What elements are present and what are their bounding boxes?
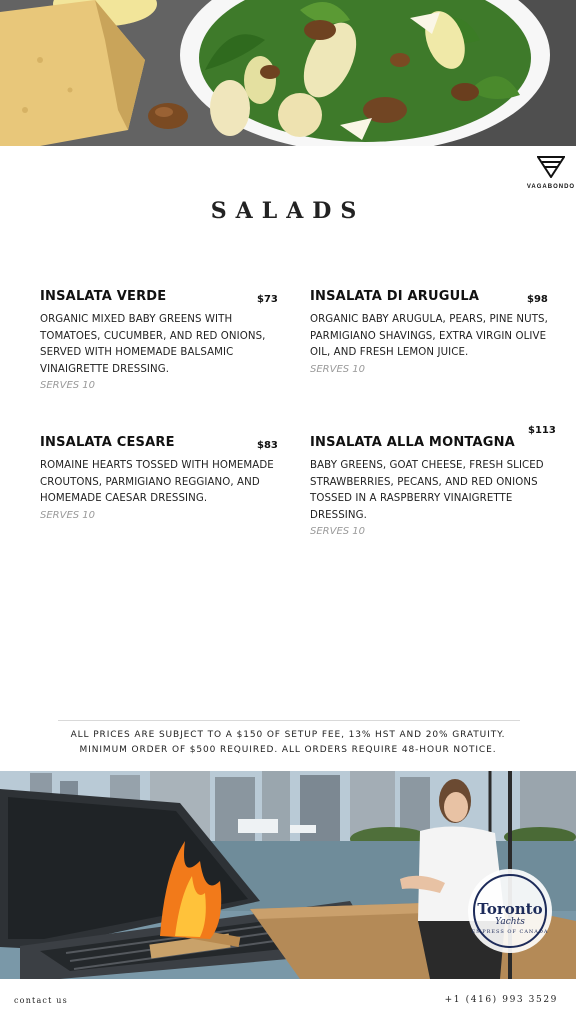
menu-item-description: BABY GREENS, GOAT CHEESE, FRESH SLICED STRAWBERRIES, PECANS, AND RED ONIONS TOSSED IN A RASPBERRY VINAIGRETTE DRESSING.	[310, 460, 544, 521]
brand-name: VAGABONDO	[526, 184, 576, 190]
menu-item-insalata-verde	[40, 289, 280, 394]
badge-name: Toronto	[477, 900, 543, 918]
badge-subtitle: Yachts	[495, 917, 525, 927]
menu-item-price: $113	[528, 425, 556, 436]
menu-item-insalata-alla-montagna	[310, 435, 550, 540]
contact-us-link[interactable]: contact us	[14, 996, 68, 1005]
phone-number-link[interactable]: +1 (416) 993 3529	[444, 995, 558, 1005]
menu-item-price: $73	[257, 294, 278, 305]
menu-item-name: INSALATA DI ARUGULA	[310, 289, 480, 304]
menu-item-insalata-cesare	[40, 435, 280, 524]
notes-divider	[58, 720, 520, 721]
menu-item-price: $98	[527, 294, 548, 305]
menu-item-insalata-di-arugula	[310, 289, 550, 378]
bbq-yacht-photo	[0, 771, 576, 979]
menu-item-serves: SERVES 10	[40, 509, 96, 521]
pricing-note: ALL PRICES ARE SUBJECT TO A $150 OF SETUP FEE, 13% HST AND 20% GRATUITY.	[70, 730, 506, 740]
menu-item-serves: SERVES 10	[310, 526, 366, 537]
menu-item-serves: SERVES 10	[310, 363, 366, 375]
menu-item-name: INSALATA VERDE	[40, 289, 167, 304]
salad-illustration	[0, 0, 576, 146]
menu-item-description: ORGANIC MIXED BABY GREENS WITH TOMATOES, CUCUMBER, AND RED ONIONS, SERVED WITH HOMEMADE BALSAMIC VINAIGRETTE DRESSING.	[40, 314, 266, 375]
menu-item-name: INSALATA CESARE	[40, 435, 175, 450]
toronto-yachts-badge	[468, 901, 552, 935]
menu-item-serves: SERVES 10	[40, 380, 96, 391]
bbq-scene-illustration	[0, 771, 576, 979]
menu-item-description: ORGANIC BABY ARUGULA, PEARS, PINE NUTS, PARMIGIANO SHAVINGS, EXTRA VIRGIN OLIVE OIL, AND FRESH LEMON JUICE.	[310, 314, 548, 358]
menu-item-description: ROMAINE HEARTS TOSSED WITH HOMEMADE CROUTONS, PARMIGIANO REGGIANO, AND HOMEMADE CAESAR DRESSING.	[40, 460, 274, 504]
vagabondo-chevron-logo-icon	[537, 156, 565, 178]
menu-item-price: $83	[257, 440, 278, 451]
brand-logo	[522, 156, 576, 190]
menu-section-title: SALADS	[210, 198, 366, 224]
hero-salad-photo	[0, 0, 576, 146]
menu-item-name: INSALATA ALLA MONTAGNA	[310, 435, 515, 450]
order-note: MINIMUM ORDER OF $500 REQUIRED. ALL ORDERS REQUIRE 48-HOUR NOTICE.	[79, 745, 497, 755]
badge-ring-text: EMPRESS OF CANADA	[471, 929, 549, 935]
